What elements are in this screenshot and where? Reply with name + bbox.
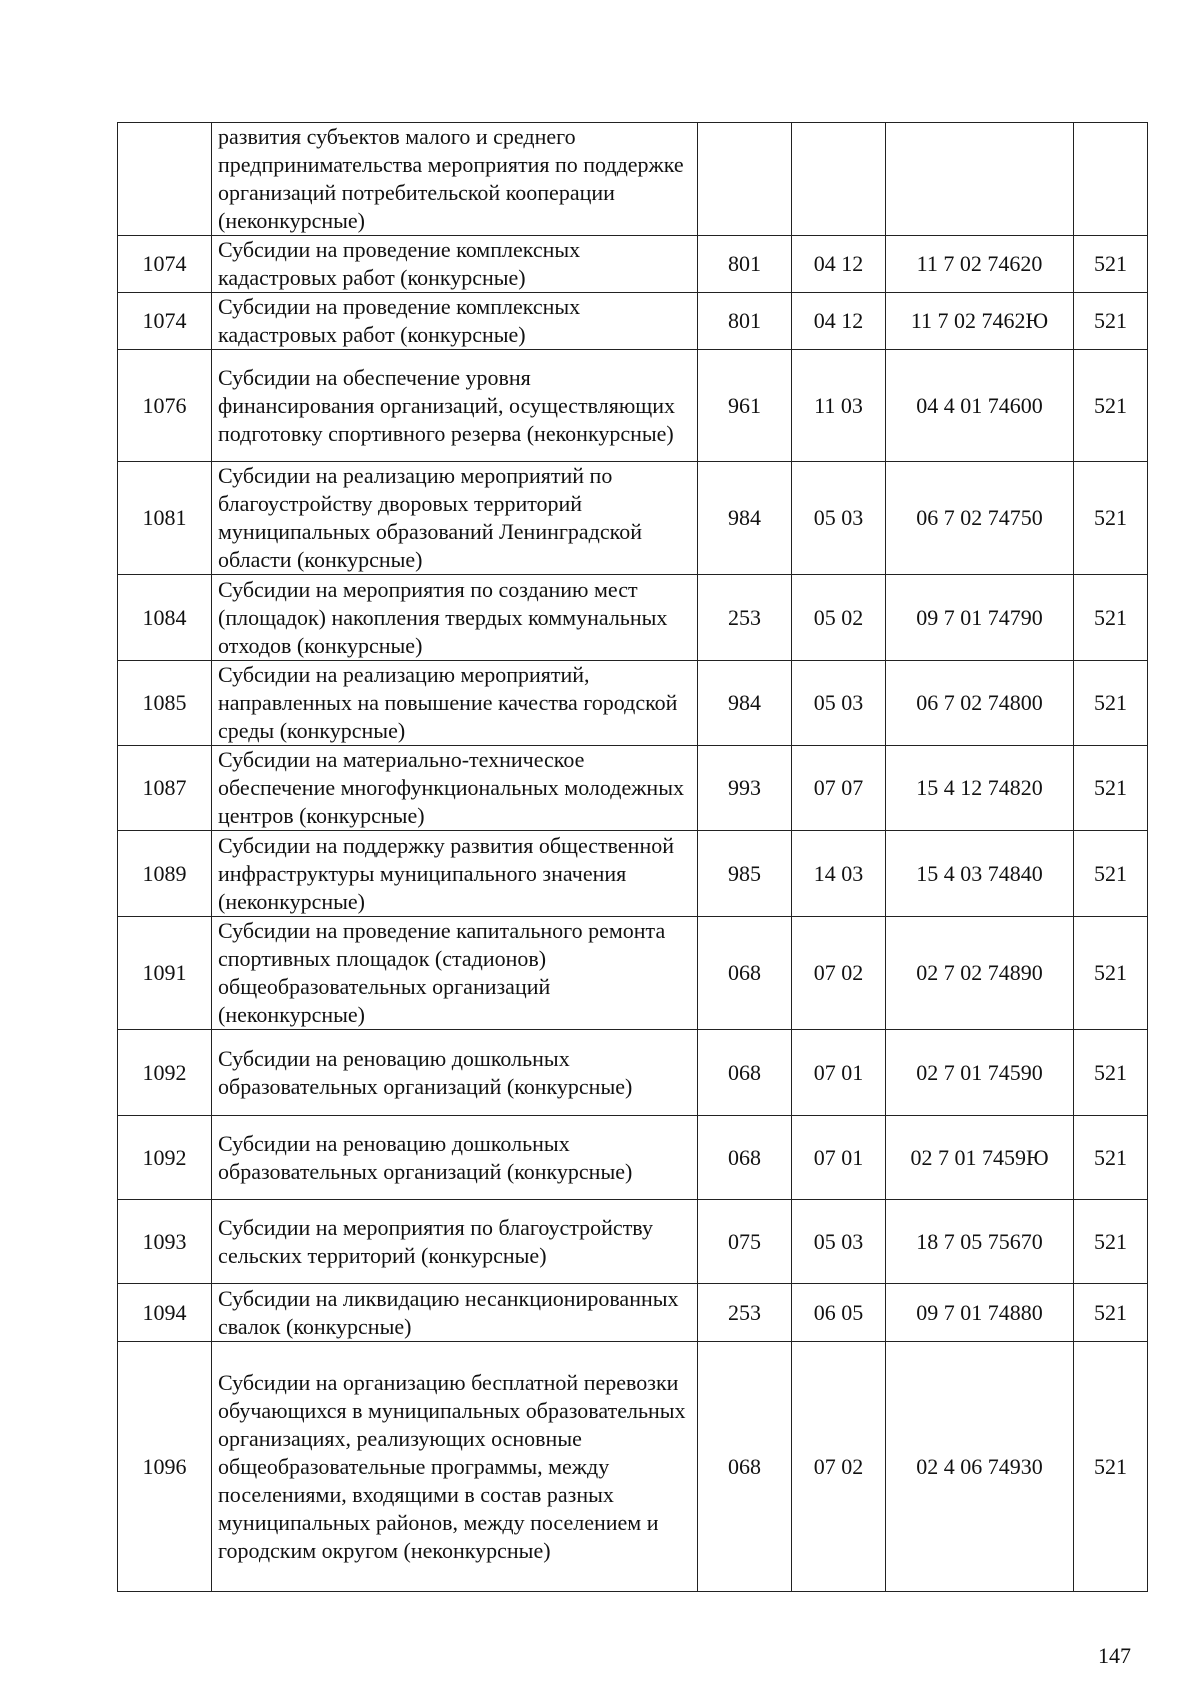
target-article-code: 04 4 01 74600 [886,350,1074,462]
subsidy-name: Субсидии на организацию бесплатной перевозки обучающихся в муниципальных образовательных организациях, реализующих основные общеобразовательные программы, между поселениями, входящими в состав разных муниципальных районов, между поселением и городским округом (неконкурсные) [212,1342,698,1592]
table-row [118,1030,1148,1116]
table-row [118,831,1148,917]
subsidy-name: Субсидии на обеспечение уровня финансирования организаций, осуществляющих подготовку спортивного резерва (неконкурсные) [212,350,698,462]
expense-type-code: 521 [1074,1284,1148,1342]
grbs-code: 068 [698,1030,792,1116]
grbs-code: 068 [698,1342,792,1592]
row-number: 1074 [118,236,212,293]
expense-type-code: 521 [1074,1030,1148,1116]
target-article-code: 06 7 02 74800 [886,661,1074,746]
expense-type-code: 521 [1074,831,1148,917]
subsidy-name: Субсидии на реализацию мероприятий по благоустройству дворовых территорий муниципальных образований Ленинградской области (конкурсные) [212,462,698,575]
target-article-code: 09 7 01 74790 [886,575,1074,661]
subsidy-name: Субсидии на материально-техническое обеспечение многофункциональных молодежных центров (конкурсные) [212,746,698,831]
target-article-code [886,123,1074,236]
row-number: 1084 [118,575,212,661]
subsidies-table [117,122,1148,1592]
section-code: 06 05 [792,1284,886,1342]
row-number: 1092 [118,1030,212,1116]
subsidy-name: Субсидии на реализацию мероприятий, направленных на повышение качества городской среды (конкурсные) [212,661,698,746]
subsidy-name: Субсидии на проведение капитального ремонта спортивных площадок (стадионов) общеобразовательных организаций (неконкурсные) [212,917,698,1030]
expense-type-code: 521 [1074,746,1148,831]
grbs-code: 961 [698,350,792,462]
target-article-code: 09 7 01 74880 [886,1284,1074,1342]
section-code: 14 03 [792,831,886,917]
grbs-code: 068 [698,917,792,1030]
section-code: 07 07 [792,746,886,831]
row-number: 1091 [118,917,212,1030]
target-article-code: 06 7 02 74750 [886,462,1074,575]
row-number: 1092 [118,1116,212,1200]
table-row [118,1116,1148,1200]
expense-type-code: 521 [1074,462,1148,575]
grbs-code [698,123,792,236]
grbs-code: 984 [698,661,792,746]
expense-type-code: 521 [1074,1200,1148,1284]
subsidy-name: Субсидии на проведение комплексных кадастровых работ (конкурсные) [212,236,698,293]
target-article-code: 11 7 02 74620 [886,236,1074,293]
target-article-code: 18 7 05 75670 [886,1200,1074,1284]
section-code: 05 03 [792,661,886,746]
target-article-code: 15 4 03 74840 [886,831,1074,917]
row-number: 1074 [118,293,212,350]
expense-type-code: 521 [1074,661,1148,746]
section-code: 11 03 [792,350,886,462]
expense-type-code: 521 [1074,350,1148,462]
section-code: 04 12 [792,293,886,350]
expense-type-code: 521 [1074,1342,1148,1592]
section-code: 07 01 [792,1116,886,1200]
table-row [118,293,1148,350]
row-number: 1094 [118,1284,212,1342]
row-number: 1096 [118,1342,212,1592]
grbs-code: 984 [698,462,792,575]
section-code: 07 02 [792,1342,886,1592]
expense-type-code: 521 [1074,575,1148,661]
expense-type-code [1074,123,1148,236]
grbs-code: 993 [698,746,792,831]
row-number: 1089 [118,831,212,917]
subsidy-name: Субсидии на поддержку развития общественной инфраструктуры муниципального значения (неконкурсные) [212,831,698,917]
grbs-code: 253 [698,575,792,661]
target-article-code: 02 4 06 74930 [886,1342,1074,1592]
subsidy-name: Субсидии на мероприятия по благоустройству сельских территорий (конкурсные) [212,1200,698,1284]
subsidy-name: Субсидии на мероприятия по созданию мест (площадок) накопления твердых коммунальных отходов (конкурсные) [212,575,698,661]
table-row [118,350,1148,462]
target-article-code: 02 7 01 74590 [886,1030,1074,1116]
row-number: 1076 [118,350,212,462]
expense-type-code: 521 [1074,1116,1148,1200]
section-code: 07 01 [792,1030,886,1116]
target-article-code: 02 7 01 7459Ю [886,1116,1074,1200]
subsidy-name: Субсидии на ликвидацию несанкционированных свалок (конкурсные) [212,1284,698,1342]
row-number: 1093 [118,1200,212,1284]
grbs-code: 068 [698,1116,792,1200]
section-code: 05 02 [792,575,886,661]
row-number: 1085 [118,661,212,746]
grbs-code: 801 [698,293,792,350]
table-row [118,462,1148,575]
expense-type-code: 521 [1074,917,1148,1030]
target-article-code: 15 4 12 74820 [886,746,1074,831]
table-row [118,123,1148,236]
table-row [118,746,1148,831]
row-number: 1081 [118,462,212,575]
grbs-code: 801 [698,236,792,293]
table-row [118,236,1148,293]
page-number: 147 [1098,1643,1131,1668]
section-code: 05 03 [792,1200,886,1284]
subsidy-name: Субсидии на реновацию дошкольных образовательных организаций (конкурсные) [212,1030,698,1116]
table-row [118,1200,1148,1284]
grbs-code: 253 [698,1284,792,1342]
target-article-code: 02 7 02 74890 [886,917,1074,1030]
subsidy-name: Субсидии на реновацию дошкольных образовательных организаций (конкурсные) [212,1116,698,1200]
row-number [118,123,212,236]
table-row [118,1342,1148,1592]
expense-type-code: 521 [1074,293,1148,350]
table-row [118,917,1148,1030]
subsidy-name: Субсидии на проведение комплексных кадастровых работ (конкурсные) [212,293,698,350]
expense-type-code: 521 [1074,236,1148,293]
section-code: 05 03 [792,462,886,575]
section-code: 04 12 [792,236,886,293]
grbs-code: 985 [698,831,792,917]
table-row [118,575,1148,661]
row-number: 1087 [118,746,212,831]
section-code [792,123,886,236]
table-row [118,661,1148,746]
section-code: 07 02 [792,917,886,1030]
grbs-code: 075 [698,1200,792,1284]
target-article-code: 11 7 02 7462Ю [886,293,1074,350]
table-row [118,1284,1148,1342]
subsidy-name: развития субъектов малого и среднего предпринимательства мероприятия по поддержке организаций потребительской кооперации (неконкурсные) [212,123,698,236]
